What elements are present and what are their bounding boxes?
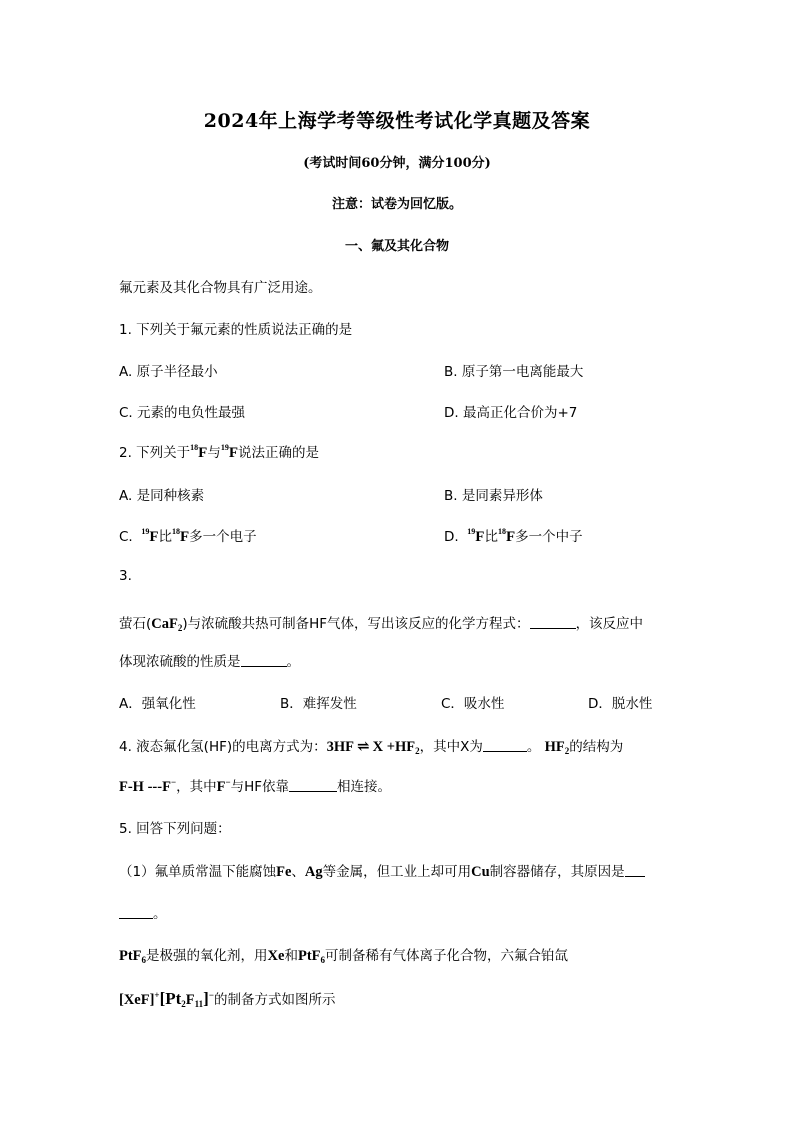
fluoride-ion: F− [216,777,231,795]
q3-line1: 萤石(CaF$_2$)与浓硫酸共热可制备HF气体，写出该反应的化学方程式： ，该反应中 [119,616,644,633]
isotope-f18: $^{18}$F [190,443,208,461]
q3-option-a: A．强氧化性 [119,696,196,712]
q3-option-b: B．难挥发性 [280,696,357,712]
q1-stem: 1. 下列关于氟元素的性质说法正确的是 [119,322,353,338]
q5-part1-line1: （1）氟单质常温下能腐蚀Fe、Ag等金属，但工业上却可用Cu制容器储存，其原因是 [119,860,645,881]
q5-stem: 5. 回答下列问题： [119,821,231,837]
q3-blank-property [241,654,287,667]
xef-cation: [XeF]+ [119,990,160,1008]
note: 注意：试卷为回忆版。 [331,197,462,212]
q4-blank-x [483,739,527,752]
q1-option-b: B. 原子第一电离能最大 [444,364,584,380]
q4-line2: F-H ---F−，其中F−与HF依靠 相连接。 [119,777,391,795]
q2-option-b: B. 是同素异形体 [444,488,543,504]
q3-option-c: C．吸水性 [441,696,505,712]
q2-stem-start: 2. 下列关于 [119,445,191,461]
hf2-formula: $HF_2$ [544,739,570,756]
q5-part1-line2: 。 [119,902,167,922]
cu-symbol: Cu [471,864,490,880]
xe-symbol: Xe [267,948,285,964]
section-heading: 一、氟及其化合物 [344,239,449,254]
q3-number: 3. [119,568,132,584]
caf2-formula: CaF$_2$ [151,616,183,633]
document-title: 2024年上海学考等级性考试化学真题及答案 [203,110,591,132]
q5-blank-reason-end [119,906,153,919]
equilibrium-arrow-icon: ⇌ [357,739,370,755]
hf-ionization-equation: 3HF ⇌ $X +HF_2$ [326,739,420,756]
exam-info: (考试时间60分钟，满分100分) [303,156,491,171]
q4-blank-interaction [289,779,337,792]
q4-line1: 4. 液态氟化氢(HF)的电离方式为：3HF ⇌ $X +HF_2$，其中X为 。 $HF_2$的结构为 [119,739,624,756]
isotope-f19: $^{19}$F [220,443,239,461]
q3-blank-equation [530,616,576,629]
pt2f11-anion: $[Pt_2F_{11}]^-$ [159,989,214,1009]
q2-option-a: A. 是同种核素 [119,488,205,504]
q1-option-d: D. 最高正化合价为+7 [444,405,578,421]
q1-option-c: C. 元素的电负性最强 [119,405,246,421]
q3-line2: 体现浓硫酸的性质是 。 [119,654,300,670]
ag-symbol: Ag [304,864,323,880]
intro-text: 氟元素及其化合物具有广泛用途。 [119,280,322,296]
hf2-structure: F-H ---F− [119,777,177,795]
q1-option-a: A. 原子半径最小 [119,364,218,380]
q5-blank-reason-start [625,864,645,877]
ptf6-formula: PtF$_6$ [119,948,147,965]
q2-option-c: C. $^{19}$F比$^{18}$F多一个电子 [119,527,257,545]
fe-symbol: Fe [276,864,292,880]
q2-option-d: D. $^{19}$F比$^{18}$F多一个中子 [444,527,583,545]
q3-option-d: D．脱水性 [588,696,653,712]
q5-part2-line1: PtF$_6$是极强的氧化剂，用Xe和PtF$_6$可制备稀有气体离子化合物，六氟合铂氙 [119,948,569,965]
q2-stem: 2. 下列关于$^{18}$F与$^{19}$F说法正确的是 [119,443,320,461]
q5-part2-line2: $[XeF]^+[Pt_2F_{11}]^-$的制备方式如图所示 [119,989,336,1009]
